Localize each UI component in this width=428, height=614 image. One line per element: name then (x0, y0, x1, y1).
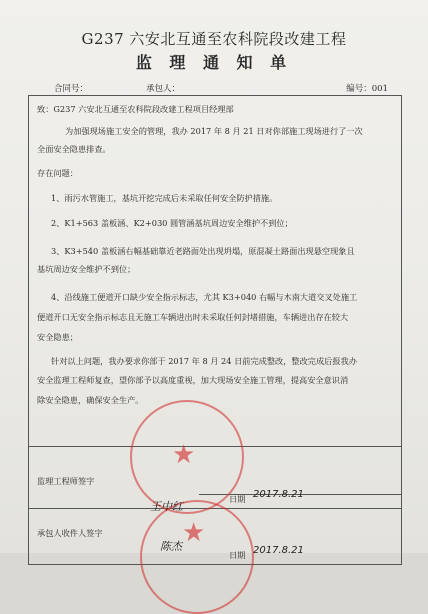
requirement-line-2: 安全监理工程师复查，望你部予以高度重视，加大现场安全施工管理，提高安全意识消 (37, 375, 349, 385)
supervisor-signature: 王中红 (150, 500, 183, 513)
issue-1: 1、雨污水管施工，基坑开挖完成后未采取任何安全防护措施。 (51, 193, 278, 203)
document-title: G237 六安北互通至农科院段改建工程 (81, 30, 347, 48)
document-subtitle: 监 理 通 知 单 (135, 53, 293, 72)
requirement-line-1: 针对以上问题，我办要求你部于 2017 年 8 月 24 日前完成整改，整改完成后报我办 (51, 356, 357, 366)
issue-4-line-1: 4、沿线施工便道开口缺少安全指示标志，尤其 K3+040 右幅与木南大道交叉处施工 (51, 292, 358, 302)
seal-star-icon-2: ★ (182, 518, 206, 548)
contract-label: 合同号： (54, 84, 89, 94)
intro-line-1: 为加强现场施工安全的管理，我办 2017 年 8 月 21 日对你部施工现场进行了一次 (65, 126, 363, 136)
number-label: 编号： (346, 84, 372, 94)
number-field (346, 82, 388, 94)
meta-row (54, 82, 388, 94)
number-value: 001 (371, 84, 388, 94)
issues-heading: 存在问题： (37, 168, 78, 178)
supervisor-date-value: 2017.8.21 (253, 489, 304, 500)
issue-4-line-3: 安全隐患； (37, 332, 78, 342)
contractor-label: 承包人： (146, 84, 181, 94)
contractor-recipient-label: 承包人收件人签字 (37, 528, 103, 538)
requirement-line-3: 除安全隐患，确保安全生产。 (37, 395, 144, 405)
issue-3-line-2: 基坑周边安全维护不到位； (37, 264, 136, 274)
intro-line-2: 全面安全隐患排查。 (37, 144, 111, 154)
contractor-date-value: 2017.8.21 (253, 545, 304, 556)
contractor-signature: 陈杰 (160, 540, 182, 553)
issue-3-line-1: 3、K3+540 盖板涵右幅基础靠近老路面处出现坍塌，原混凝土路面出现悬空现象且 (51, 246, 355, 256)
contractor-date-label: 日期 (229, 550, 246, 560)
supervisor-signature-label: 监理工程师签字 (37, 476, 95, 486)
seal-star-icon-1: ★ (172, 440, 196, 470)
issue-4-line-2: 便道开口无安全指示标志且无施工车辆进出时未采取任何封堵措施，车辆进出存在较大 (37, 312, 349, 322)
recipient-line: 致：G237 六安北互通至农科院段改建工程项目经理部 (37, 104, 234, 114)
issue-2: 2、K1+563 盖板涵、K2+030 圆管涵基坑周边安全维护不到位； (51, 218, 293, 228)
supervisor-date-label: 日期 (229, 494, 246, 504)
